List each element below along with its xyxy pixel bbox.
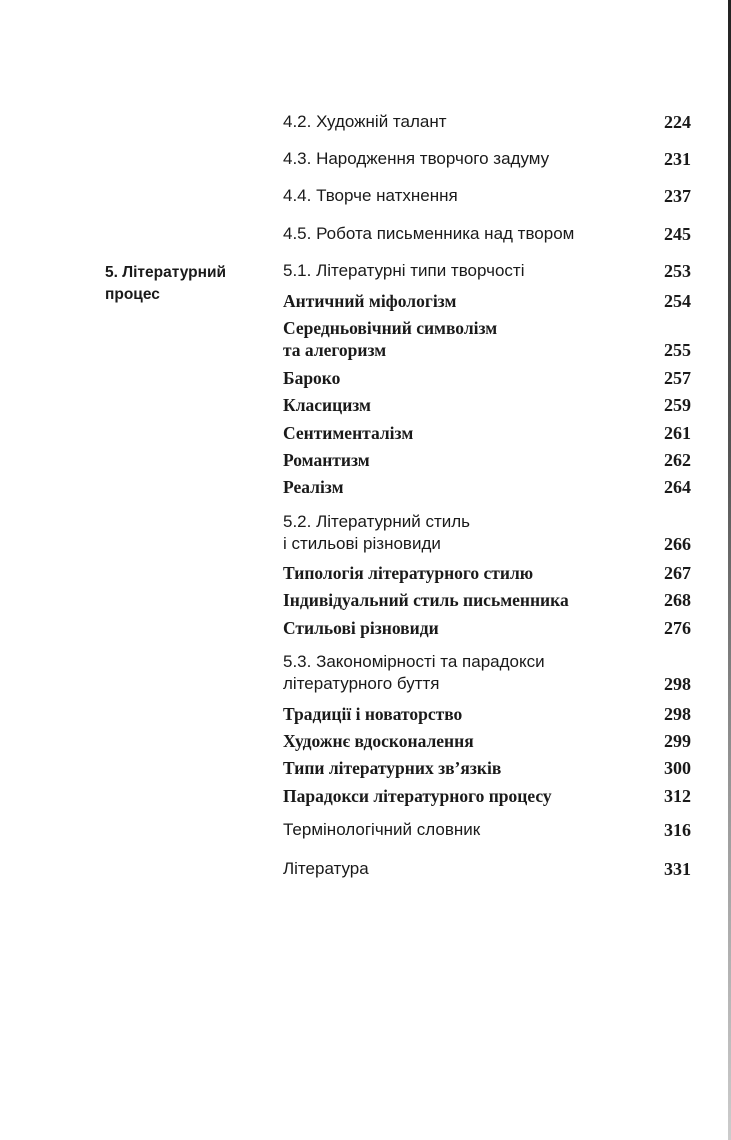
toc-entry: [283, 367, 691, 389]
toc-entry-title: Романтизм: [283, 450, 370, 470]
toc-entry: [283, 317, 691, 361]
toc-entry-page: 298: [664, 704, 691, 724]
toc-entry-title: Парадокси літературного процесу: [283, 786, 552, 806]
toc-entry: [283, 148, 691, 170]
toc-entry-page: 312: [664, 786, 691, 806]
toc-entry-page: 224: [664, 112, 691, 132]
toc-entry: [283, 785, 691, 807]
toc-entry-title: Література: [283, 859, 369, 878]
toc-entry-title: Типи літературних зв’язків: [283, 758, 502, 778]
toc-entry-page: 259: [664, 395, 691, 415]
toc-entry-title: Класицизм: [283, 395, 371, 415]
toc-entry-page: 237: [664, 186, 691, 206]
toc-entry-page: 261: [664, 423, 691, 443]
toc-entry: [283, 617, 691, 639]
toc-entry: [283, 589, 691, 611]
toc-entry: [283, 476, 691, 498]
toc-entry: [283, 422, 691, 444]
toc-entry-page: 300: [664, 758, 691, 778]
toc-entry-page: 298: [664, 674, 691, 694]
toc-entry: [283, 562, 691, 584]
toc-entry-title: Художнє вдосконалення: [283, 731, 474, 751]
toc-entry-page: 257: [664, 368, 691, 388]
toc-entry-page: 255: [664, 340, 691, 360]
toc-entry-page: 231: [664, 149, 691, 169]
toc-entry: [283, 730, 691, 752]
toc-entry-page: 253: [664, 261, 691, 281]
toc-entry-title: Індивідуальний стиль письменника: [283, 590, 569, 610]
toc-entry-title: Сентименталізм: [283, 423, 414, 443]
toc-entry-title: Реалізм: [283, 477, 344, 497]
toc-entry: [283, 223, 691, 245]
toc-entry-title: 5.3. Закономірності та парадокси літературного буття: [283, 652, 545, 693]
toc-entry-title: Середньовічний символізм та алегоризм: [283, 318, 498, 360]
toc-entry-title: 4.4. Творче натхнення: [283, 186, 458, 205]
toc-entry-page: 267: [664, 563, 691, 583]
toc-entry-title: Традиції і новаторство: [283, 704, 463, 724]
toc-entry-title: Термінологічний словник: [283, 820, 481, 839]
toc-entry-title: 4.2. Художній талант: [283, 112, 447, 131]
toc-entry: [283, 394, 691, 416]
chapter-title: 5. Літературний процес: [105, 264, 226, 303]
toc-entry-page: 266: [664, 534, 691, 554]
toc-entry-title: Бароко: [283, 368, 341, 388]
toc-entry-page: 331: [664, 859, 691, 879]
toc-entry-page: 316: [664, 820, 691, 840]
toc-entry-title: 4.5. Робота письменника над твором: [283, 224, 575, 243]
toc-entry-page: 254: [664, 291, 691, 311]
toc-entry-title: 5.1. Літературні типи творчості: [283, 261, 525, 280]
toc-entry-title: Типологія літературного стилю: [283, 563, 534, 583]
toc-entry-title: Стильові різновиди: [283, 618, 439, 638]
toc-entry: [283, 511, 691, 555]
toc-entry: [283, 651, 691, 695]
toc-entry-page: 264: [664, 477, 691, 497]
toc-entry-page: 268: [664, 590, 691, 610]
toc-entry: [283, 757, 691, 779]
toc-entry: [283, 111, 691, 133]
toc-entry: [283, 703, 691, 725]
toc-entry-page: 262: [664, 450, 691, 470]
toc-entry-page: 276: [664, 618, 691, 638]
toc-entry-title: 5.2. Літературний стиль і стильові різновиди: [283, 512, 470, 553]
toc-entry: [283, 858, 691, 880]
toc-entry-title: 4.3. Народження творчого задуму: [283, 149, 550, 168]
toc-entry: [283, 290, 691, 312]
toc-entry: [283, 260, 691, 282]
toc-entry: [283, 449, 691, 471]
toc-entry: [283, 819, 691, 841]
toc-entry-page: 245: [664, 224, 691, 244]
toc-entry-title: Античний міфологізм: [283, 291, 457, 311]
toc-entry-page: 299: [664, 731, 691, 751]
toc-entry: [283, 185, 691, 207]
